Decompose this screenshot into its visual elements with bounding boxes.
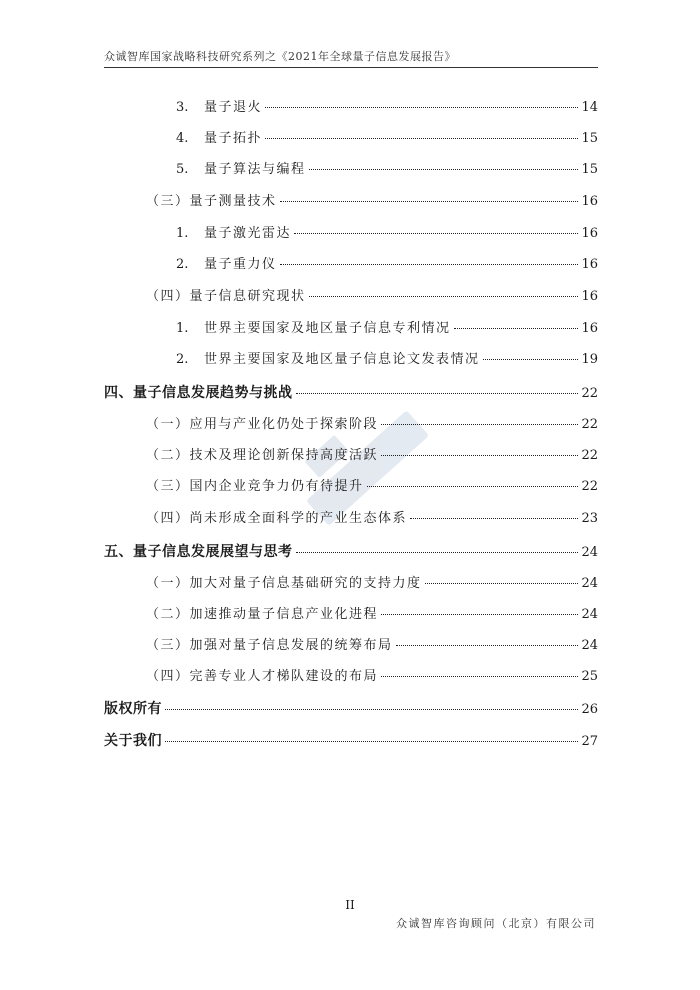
toc-entry-label: 世界主要国家及地区量子信息专利情况 (204, 321, 451, 336)
dot-leader (454, 328, 579, 329)
toc-entry-number: 1. (176, 226, 189, 241)
toc-entry-label: 量子退火 (204, 100, 263, 115)
toc-entry-number: 5. (176, 162, 189, 177)
toc-entry-label: （二）加速推动量子信息产业化进程 (146, 607, 379, 622)
toc-entry-number: 2. (176, 352, 189, 367)
toc-entry-label: 关于我们 (104, 733, 162, 749)
dot-leader (367, 486, 579, 487)
toc-entry-page: 27 (581, 734, 598, 749)
dot-leader (381, 424, 578, 425)
toc-entry-page: 22 (581, 386, 598, 401)
footer-company-name: 众诚智库咨询顾问（北京）有限公司 (396, 917, 596, 930)
toc-entry-label: 版权所有 (104, 701, 162, 717)
toc-entry-label: （四）完善专业人才梯队建设的布局 (146, 669, 379, 684)
toc-entry-page: 16 (581, 257, 598, 272)
toc-entry-label: （一）加大对量子信息基础研究的支持力度 (146, 576, 422, 591)
toc-entry-page: 24 (581, 545, 598, 560)
toc-entry[interactable] (104, 603, 598, 625)
running-header: 众诚智库国家战略科技研究系列之《2021年全球量子信息发展报告》 (104, 50, 456, 63)
toc-entry[interactable] (104, 96, 598, 118)
toc-entry-page: 25 (581, 669, 598, 684)
toc-entry-page: 26 (581, 702, 598, 717)
toc-entry-page: 19 (581, 352, 598, 367)
toc-entry-label: （三）加强对量子信息发展的统筹布局 (146, 638, 393, 653)
dot-leader (483, 359, 579, 360)
toc-entry-label: （四）尚未形成全面科学的产业生态体系 (146, 511, 408, 526)
toc-entry[interactable] (104, 413, 598, 435)
toc-entry-page: 24 (581, 638, 598, 653)
toc-entry[interactable] (104, 382, 598, 404)
toc-entry[interactable] (104, 730, 598, 752)
toc-entry[interactable] (104, 475, 598, 497)
toc-entry[interactable] (104, 348, 598, 370)
toc-entry[interactable] (104, 285, 598, 307)
toc-entry-label: （三）国内企业竞争力仍有待提升 (146, 479, 364, 494)
toc-entry-label: 量子激光雷达 (204, 226, 292, 241)
toc-entry-page: 16 (581, 289, 598, 304)
toc-entry[interactable] (104, 222, 598, 244)
dot-leader (381, 455, 578, 456)
dot-leader (381, 676, 578, 677)
dot-leader (396, 645, 579, 646)
dot-leader (294, 233, 578, 234)
dot-leader (309, 169, 579, 170)
dot-leader (309, 296, 579, 297)
toc-entry[interactable] (104, 698, 598, 720)
toc-entry-page: 16 (581, 226, 598, 241)
dot-leader (296, 393, 579, 394)
toc-entry[interactable] (104, 317, 598, 339)
toc-entry-label: 量子重力仪 (204, 257, 277, 272)
dot-leader (410, 518, 578, 519)
toc-entry-label: 量子拓扑 (204, 131, 263, 146)
dot-leader (280, 264, 579, 265)
toc-entry-label: （三）量子测量技术 (146, 194, 277, 209)
toc-entry-label: （一）应用与产业化仍处于探索阶段 (146, 417, 379, 432)
toc-entry-page: 24 (581, 607, 598, 622)
toc-entry[interactable] (104, 507, 598, 529)
toc-entry-page: 22 (581, 479, 598, 494)
toc-entry-page: 15 (581, 162, 598, 177)
watermark-logo (282, 380, 457, 560)
dot-leader (296, 552, 579, 553)
toc-entry[interactable] (104, 665, 598, 687)
toc-entry-label: 量子算法与编程 (204, 162, 306, 177)
dot-leader (265, 107, 578, 108)
toc-entry-number: 4. (176, 131, 189, 146)
dot-leader (280, 201, 579, 202)
toc-entry[interactable] (104, 444, 598, 466)
toc-entry-label: 世界主要国家及地区量子信息论文发表情况 (204, 352, 480, 367)
toc-entry-page: 23 (581, 511, 598, 526)
toc-entry[interactable] (104, 158, 598, 180)
toc-entry[interactable] (104, 253, 598, 275)
toc-entry[interactable] (104, 190, 598, 212)
toc-entry-page: 16 (581, 321, 598, 336)
toc-entry-page: 15 (581, 131, 598, 146)
dot-leader (381, 614, 578, 615)
toc-entry-label: （四）量子信息研究现状 (146, 289, 306, 304)
toc-entry-page: 16 (581, 194, 598, 209)
toc-entry[interactable] (104, 634, 598, 656)
toc-entry[interactable] (104, 541, 598, 563)
dot-leader (265, 138, 578, 139)
toc-entry-number: 2. (176, 257, 189, 272)
toc-entry-page: 14 (581, 100, 598, 115)
toc-entry-label: 五、量子信息发展展望与思考 (104, 544, 293, 560)
toc-entry[interactable] (104, 127, 598, 149)
toc-entry[interactable] (104, 572, 598, 594)
toc-entry-label: 四、量子信息发展趋势与挑战 (104, 385, 293, 401)
dot-leader (165, 709, 578, 710)
toc-entry-number: 3. (176, 100, 189, 115)
page-number: II (345, 898, 355, 912)
header-divider (104, 67, 598, 68)
toc-entry-page: 24 (581, 576, 598, 591)
toc-entry-page: 22 (581, 448, 598, 463)
toc-entry-number: 1. (176, 321, 189, 336)
dot-leader (425, 583, 579, 584)
toc-entry-page: 22 (581, 417, 598, 432)
toc-entry-label: （二）技术及理论创新保持高度活跃 (146, 448, 379, 463)
dot-leader (165, 741, 578, 742)
